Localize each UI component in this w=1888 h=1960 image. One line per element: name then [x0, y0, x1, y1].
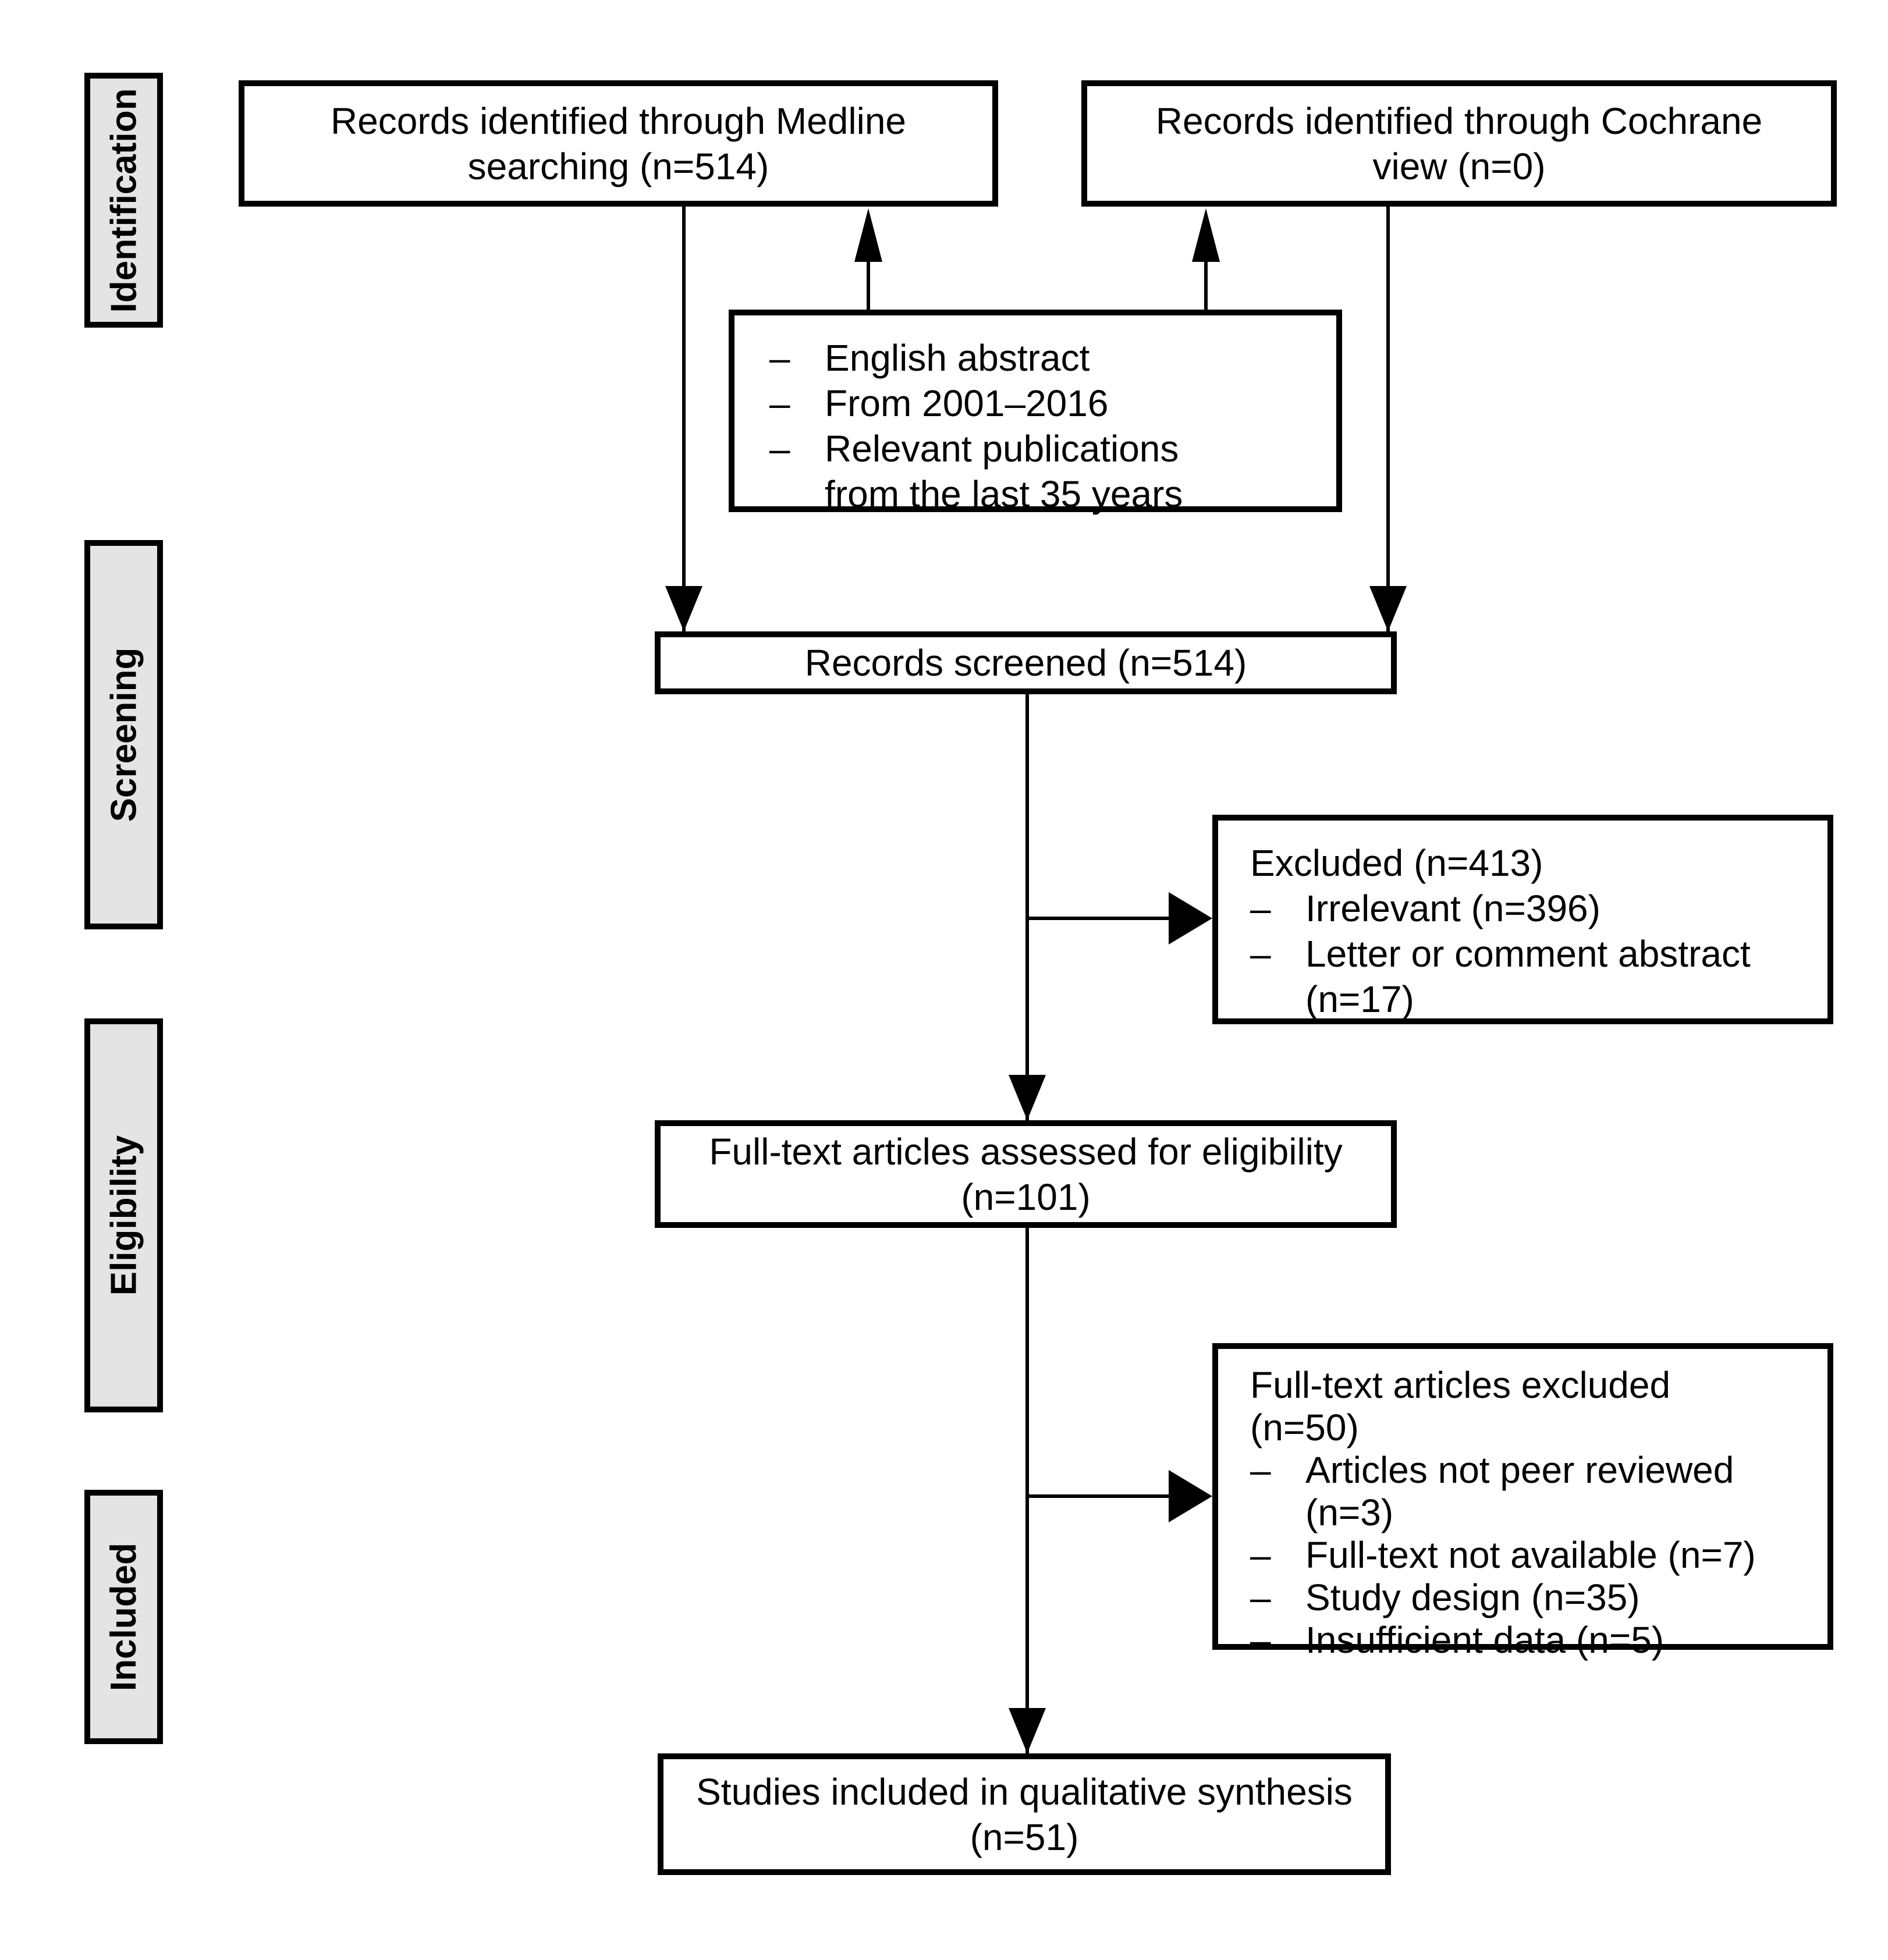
- dash-bullet-icon: –: [769, 337, 790, 379]
- list-item-text: (n=3): [1305, 1492, 1394, 1533]
- list-item: [769, 426, 1322, 517]
- list-item: [1250, 1619, 1814, 1661]
- list-item: [769, 335, 1322, 381]
- dash-bullet-icon: –: [1250, 1449, 1271, 1491]
- list-item-text: Insufficient data (n=5): [1305, 1619, 1665, 1661]
- list-item: [1250, 1449, 1814, 1534]
- dash-bullet-icon: –: [769, 428, 790, 470]
- box-text-line: searching (n=514): [467, 145, 769, 187]
- box-title: (n=50): [1250, 1407, 1359, 1448]
- stage-box-eligibility: [84, 1018, 163, 1412]
- box-text-line: Full-text articles assessed for eligibility: [709, 1130, 1343, 1173]
- box-fulltext-assessed: [655, 1120, 1397, 1228]
- connector-medline-to-screened: [682, 207, 686, 631]
- stage-box-screening: [84, 540, 163, 929]
- stage-label-eligibility: Eligibility: [104, 1135, 144, 1296]
- box-text-line: Records identified through Medline: [330, 100, 907, 142]
- dash-bullet-icon: –: [1250, 933, 1271, 975]
- box-text-line: Records screened (n=514): [804, 642, 1247, 684]
- arrowhead-right-icon: [1169, 892, 1212, 945]
- arrowhead-up-icon: [854, 208, 882, 262]
- stage-box-identification: [84, 73, 163, 328]
- connector-fulltext-to-final: [1025, 1228, 1029, 1753]
- arrowhead-down-icon: [665, 586, 702, 631]
- connector-criteria-to-medline: [867, 256, 870, 310]
- stage-label-included: Included: [104, 1543, 144, 1691]
- list-item: [1250, 1534, 1814, 1576]
- box-fulltext-excluded: [1212, 1343, 1833, 1661]
- list-item-text: Relevant publications: [825, 428, 1179, 470]
- list-item-text: Full-text not available (n=7): [1305, 1534, 1756, 1576]
- arrowhead-down-icon: [1009, 1708, 1046, 1753]
- connector-cochrane-to-screened: [1386, 207, 1390, 631]
- connector-branch-to-excluded: [1025, 917, 1173, 920]
- connector-branch-to-fulltext-excluded: [1025, 1494, 1173, 1498]
- list-item-text: Letter or comment abstract: [1305, 933, 1751, 975]
- box-title: Excluded (n=413): [1250, 842, 1543, 884]
- box-studies-included: [658, 1753, 1391, 1875]
- box-text-line: Studies included in qualitative synthesis: [696, 1770, 1353, 1813]
- box-records-medline: [239, 80, 998, 207]
- connector-screened-to-fulltext: [1025, 694, 1029, 1120]
- arrowhead-down-icon: [1009, 1075, 1046, 1120]
- box-text-line: view (n=0): [1372, 145, 1546, 187]
- list-item: [1250, 931, 1814, 1022]
- dash-bullet-icon: –: [1250, 1619, 1271, 1661]
- list-item: [1250, 886, 1814, 931]
- dash-bullet-icon: –: [769, 382, 790, 424]
- list-item: [769, 381, 1322, 426]
- stage-label-screening: Screening: [104, 647, 144, 822]
- dash-bullet-icon: –: [1250, 1576, 1271, 1618]
- list-item-text: English abstract: [825, 337, 1090, 379]
- list-item-text: Study design (n=35): [1305, 1576, 1640, 1618]
- list-item-text: Irrelevant (n=396): [1305, 887, 1600, 929]
- connector-criteria-to-cochrane: [1204, 256, 1208, 310]
- box-text-line: (n=51): [970, 1816, 1079, 1858]
- dash-bullet-icon: –: [1250, 887, 1271, 929]
- box-records-cochrane: [1081, 80, 1837, 207]
- box-excluded: [1212, 815, 1833, 1024]
- stage-box-included: [84, 1490, 163, 1744]
- list-item-text: From 2001–2016: [825, 382, 1109, 424]
- arrowhead-down-icon: [1369, 586, 1407, 631]
- arrowhead-right-icon: [1169, 1470, 1212, 1522]
- list-item-text: (n=17): [1305, 978, 1414, 1020]
- list-item-text: Articles not peer reviewed: [1305, 1449, 1734, 1491]
- arrowhead-up-icon: [1192, 208, 1220, 262]
- box-title: Full-text articles excluded: [1250, 1364, 1671, 1406]
- box-search-criteria: [729, 310, 1342, 515]
- list-item: [1250, 1576, 1814, 1619]
- stage-label-identification: Identification: [104, 88, 144, 313]
- box-records-screened: [655, 631, 1397, 694]
- dash-bullet-icon: –: [1250, 1534, 1271, 1576]
- list-item-text: from the last 35 years: [825, 473, 1183, 515]
- box-text-line: (n=101): [961, 1176, 1091, 1218]
- box-text-line: Records identified through Cochrane: [1155, 100, 1763, 142]
